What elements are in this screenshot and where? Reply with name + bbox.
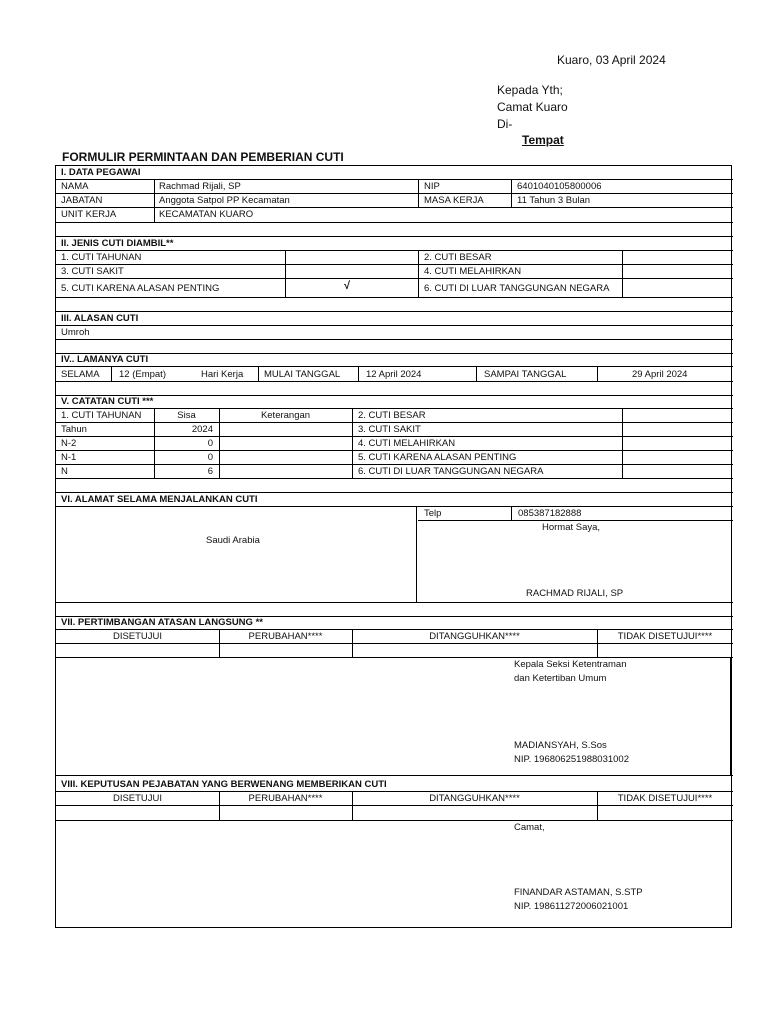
section-alamat-cuti: VI. ALAMAT SELAMA MENJALANKAN CUTI xyxy=(61,494,258,505)
cuti-tahunan-option: 1. CUTI TAHUNAN xyxy=(61,252,142,263)
telp-label: Telp xyxy=(424,508,442,519)
catatan-row-sisa: 6 xyxy=(207,466,213,477)
catatan-col-keterangan: Keterangan xyxy=(260,410,311,421)
selama-value: 12 (Empat) xyxy=(119,369,166,380)
section-alasan-cuti: III. ALASAN CUTI xyxy=(61,313,139,324)
checkmark-icon: √ xyxy=(344,280,351,292)
nama-label: NAMA xyxy=(61,181,89,192)
catatan-row-sisa: 2024 xyxy=(191,424,213,435)
form-title: FORMULIR PERMINTAAN DAN PEMBERIAN CUTI xyxy=(62,150,344,164)
mulai-tanggal-label: MULAI TANGGAL xyxy=(264,369,341,380)
catatan-right-item: 4. CUTI MELAHIRKAN xyxy=(358,438,456,449)
catatan-row-sisa: 0 xyxy=(207,438,213,449)
catatan-row-label: N-1 xyxy=(61,452,77,463)
catatan-row-label: N-2 xyxy=(61,438,77,449)
cuti-alasan-penting-option: 5. CUTI KARENA ALASAN PENTING xyxy=(61,283,220,294)
perubahan-column: PERUBAHAN**** xyxy=(248,631,323,642)
alasan-cuti-value: Umroh xyxy=(61,327,90,338)
sampai-tanggal-value: 29 April 2024 xyxy=(632,369,688,380)
cuti-melahirkan-option: 4. CUTI MELAHIRKAN xyxy=(424,266,522,277)
cuti-sakit-option: 3. CUTI SAKIT xyxy=(61,266,124,277)
tidak-disetujui-column: TIDAK DISETUJUI**** xyxy=(617,793,713,804)
disetujui-column: DISETUJUI xyxy=(112,793,163,804)
hormat-saya: Hormat Saya, xyxy=(542,522,601,533)
applicant-signature-name: RACHMAD RIJALI, SP xyxy=(526,588,624,599)
ditangguhkan-column: DITANGGUHKAN**** xyxy=(429,793,520,804)
hari-kerja-label: Hari Kerja xyxy=(201,369,244,380)
catatan-right-item: 2. CUTI BESAR xyxy=(358,410,426,421)
unit-kerja-label: UNIT KERJA xyxy=(61,209,117,220)
jabatan-label: JABATAN xyxy=(61,195,103,206)
nip-value: 6401040105800006 xyxy=(517,181,602,192)
tidak-disetujui-column: TIDAK DISETUJUI**** xyxy=(617,631,713,642)
disetujui-column: DISETUJUI xyxy=(112,631,163,642)
letter-date: Kuaro, 03 April 2024 xyxy=(557,53,666,67)
section-data-pegawai: I. DATA PEGAWAI xyxy=(61,167,141,178)
pejabat-name: FINANDAR ASTAMAN, S.STP xyxy=(514,887,643,898)
nama-value: Rachmad Rijali, SP xyxy=(159,181,241,192)
ditangguhkan-column: DITANGGUHKAN**** xyxy=(429,631,520,642)
sampai-tanggal-label: SAMPAI TANGGAL xyxy=(484,369,567,380)
cuti-besar-option: 2. CUTI BESAR xyxy=(424,252,492,263)
selama-label: SELAMA xyxy=(61,369,100,380)
catatan-col-jenis: 1. CUTI TAHUNAN xyxy=(61,410,142,421)
section-pertimbangan-atasan: VII. PERTIMBANGAN ATASAN LANGSUNG ** xyxy=(61,617,263,628)
section-jenis-cuti: II. JENIS CUTI DIAMBIL** xyxy=(61,238,174,249)
masa-kerja-label: MASA KERJA xyxy=(424,195,484,206)
section-lamanya-cuti: IV.. LAMANYA CUTI xyxy=(61,354,149,365)
recipient-line3: Di- xyxy=(497,117,513,131)
atasan-name: MADIANSYAH, S.Sos xyxy=(514,740,607,751)
catatan-row-label: N xyxy=(61,466,68,477)
recipient-line1: Kepada Yth; xyxy=(497,83,563,97)
cuti-luar-tanggungan-option: 6. CUTI DI LUAR TANGGUNGAN NEGARA xyxy=(424,283,610,294)
catatan-right-item: 3. CUTI SAKIT xyxy=(358,424,421,435)
unit-kerja-value: KECAMATAN KUARO xyxy=(159,209,254,220)
leave-form xyxy=(55,165,732,928)
catatan-right-item: 5. CUTI KARENA ALASAN PENTING xyxy=(358,452,517,463)
mulai-tanggal-value: 12 April 2024 xyxy=(366,369,422,380)
section-catatan-cuti: V. CATATAN CUTI *** xyxy=(61,396,154,407)
atasan-position-line2: dan Ketertiban Umum xyxy=(514,673,607,684)
masa-kerja-value: 11 Tahun 3 Bulan xyxy=(517,195,591,206)
catatan-right-item: 6. CUTI DI LUAR TANGGUNGAN NEGARA xyxy=(358,466,544,477)
jabatan-value: Anggota Satpol PP Kecamatan xyxy=(159,195,290,206)
nip-label: NIP xyxy=(424,181,440,192)
perubahan-column: PERUBAHAN**** xyxy=(248,793,323,804)
catatan-col-sisa: Sisa xyxy=(177,410,196,421)
alamat-value: Saudi Arabia xyxy=(206,535,260,546)
section-keputusan-pejabat: VIII. KEPUTUSAN PEJABATAN YANG BERWENANG MEMBERIKAN CUTI xyxy=(61,779,387,790)
pejabat-nip: NIP. 198611272006021001 xyxy=(514,901,629,912)
catatan-row-sisa: 0 xyxy=(207,452,213,463)
atasan-position-line1: Kepala Seksi Ketentraman xyxy=(514,659,627,670)
recipient-place: Tempat xyxy=(522,133,564,147)
telp-value: 085387182888 xyxy=(518,508,582,519)
recipient-line2: Camat Kuaro xyxy=(497,100,568,114)
catatan-row-label: Tahun xyxy=(61,424,87,435)
pejabat-position: Camat, xyxy=(514,822,545,833)
atasan-nip: NIP. 196806251988031002 xyxy=(514,754,629,765)
